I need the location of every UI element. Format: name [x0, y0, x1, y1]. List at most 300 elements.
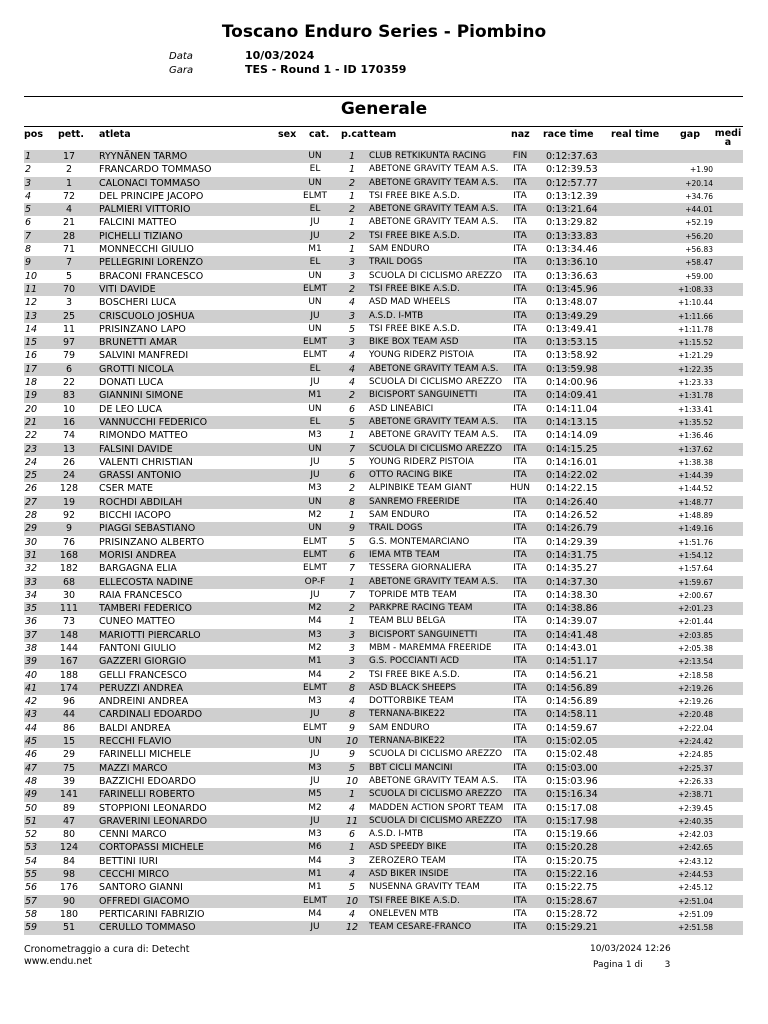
cell-athlete: CECCHI MIRCO — [99, 869, 170, 881]
cell-athlete: GRAVERINI LEONARDO — [99, 815, 208, 827]
cell-pcat: 5 — [348, 536, 356, 548]
cell-pcat: 2 — [348, 204, 356, 216]
cell-gap: +1:44.52 — [677, 484, 713, 494]
cell-cat: JU — [310, 217, 320, 228]
cell-naz: HUN — [509, 483, 531, 494]
cell-cat: M2 — [308, 510, 322, 521]
cell-race-time: 0:15:20.28 — [546, 842, 598, 854]
cell-cat: ELMT — [303, 283, 327, 294]
cell-race-time: 0:14:15.25 — [546, 443, 598, 455]
cell-bib: 1 — [65, 177, 73, 189]
cell-team: ABETONE GRAVITY TEAM A.S. — [369, 177, 499, 188]
cell-bib: 51 — [62, 922, 76, 934]
cell-pcat: 9 — [348, 749, 356, 761]
cell-athlete: CSER MATE — [99, 483, 154, 495]
cell-athlete: CARDINALI EDOARDO — [99, 709, 203, 721]
table-row — [24, 549, 743, 562]
cell-race-time: 0:12:57.77 — [546, 177, 598, 189]
cell-cat: M1 — [308, 882, 322, 893]
cell-pcat: 1 — [348, 842, 356, 854]
cell-pos: 17 — [25, 363, 38, 375]
cell-cat: JU — [310, 310, 320, 321]
cell-pos: 27 — [25, 496, 38, 508]
cell-naz: ITA — [513, 549, 527, 560]
top-divider — [24, 96, 743, 97]
cell-race-time: 0:14:00.96 — [546, 377, 598, 389]
cell-pos: 47 — [25, 762, 38, 774]
cell-bib: 4 — [65, 204, 73, 216]
cell-athlete: GROTTI NICOLA — [99, 363, 174, 375]
cell-team: MADDEN ACTION SPORT TEAM — [369, 802, 504, 813]
cell-race-time: 0:14:56.89 — [546, 682, 598, 694]
cell-pos: 15 — [25, 337, 38, 349]
cell-race-time: 0:13:49.41 — [546, 323, 598, 335]
cell-pos: 7 — [25, 230, 32, 242]
cell-team: TSI FREE BIKE A.S.D. — [369, 283, 460, 294]
cell-team: SCUOLA DI CICLISMO AREZZO — [369, 270, 503, 281]
cell-athlete: MARIOTTI PIERCARLO — [99, 629, 201, 641]
table-row — [24, 762, 743, 775]
cell-gap: +1:44.39 — [677, 471, 713, 481]
cell-bib: 30 — [62, 589, 76, 601]
cell-athlete: STOPPIONI LEONARDO — [99, 802, 207, 814]
cell-naz: ITA — [513, 908, 527, 919]
cell-cat: OP-F — [304, 576, 326, 587]
table-row — [24, 230, 743, 243]
cell-team: TSI FREE BIKE A.S.D. — [369, 323, 460, 334]
cell-team: SAM ENDURO — [369, 510, 430, 521]
cell-bib: 98 — [62, 869, 76, 881]
cell-race-time: 0:14:58.11 — [546, 709, 598, 721]
col-gap: gap — [680, 129, 701, 140]
cell-cat: ELMT — [303, 549, 327, 560]
cell-race-time: 0:14:38.86 — [546, 603, 598, 615]
cell-race-time: 0:14:29.39 — [546, 536, 598, 548]
cell-race-time: 0:15:22.75 — [546, 882, 598, 894]
table-row — [24, 775, 743, 788]
cell-team: BICISPORT SANGUINETTI — [369, 390, 478, 401]
cell-gap: +2:42.03 — [677, 830, 713, 840]
cell-athlete: VITI DAVIDE — [99, 283, 156, 295]
cell-team: SCUOLA DI CICLISMO AREZZO — [369, 443, 503, 454]
cell-cat: ELMT — [303, 722, 327, 733]
cell-bib: 7 — [65, 257, 73, 269]
cell-cat: M4 — [308, 908, 322, 919]
cell-athlete: FALSINI DAVIDE — [99, 443, 173, 455]
cell-naz: ITA — [513, 510, 527, 521]
cell-pcat: 2 — [348, 230, 356, 242]
cell-gap: +1:23.33 — [677, 378, 713, 388]
cell-pos: 26 — [25, 483, 38, 495]
section-title: Generale — [340, 99, 428, 119]
cell-pos: 48 — [25, 775, 38, 787]
cell-pcat: 1 — [348, 616, 356, 628]
cell-pos: 36 — [25, 616, 38, 628]
table-row — [24, 642, 743, 655]
cell-pcat: 5 — [348, 323, 356, 335]
cell-pos: 25 — [25, 470, 38, 482]
cell-team: A.S.D. I-MTB — [369, 310, 424, 321]
cell-athlete: PERTICARINI FABRIZIO — [99, 908, 205, 920]
cell-bib: 3 — [65, 297, 73, 309]
cell-team: DOTTORBIKE TEAM — [369, 696, 454, 707]
cell-bib: 182 — [59, 563, 79, 575]
cell-team: ABETONE GRAVITY TEAM A.S. — [369, 430, 499, 441]
cell-bib: 188 — [59, 669, 79, 681]
cell-athlete: GRASSI ANTONIO — [99, 470, 182, 482]
cell-race-time: 0:13:49.29 — [546, 310, 598, 322]
cell-gap: +2:42.65 — [677, 843, 713, 853]
cell-race-time: 0:13:59.98 — [546, 363, 598, 375]
cell-naz: ITA — [513, 244, 527, 255]
table-row — [24, 496, 743, 509]
cell-team: A.S.D. I-MTB — [369, 829, 424, 840]
cell-pcat: 1 — [348, 244, 356, 256]
cell-pcat: 10 — [345, 736, 359, 748]
cell-athlete: ELLECOSTA NADINE — [99, 576, 194, 588]
cell-naz: ITA — [513, 616, 527, 627]
cell-cat: JU — [310, 749, 320, 760]
cell-cat: JU — [310, 775, 320, 786]
cell-race-time: 0:15:17.08 — [546, 802, 598, 814]
cell-cat: UN — [308, 151, 322, 161]
cell-gap: +2:19.26 — [677, 697, 713, 707]
cell-pos: 14 — [25, 323, 38, 335]
cell-pos: 19 — [25, 390, 38, 402]
cell-bib: 16 — [62, 416, 76, 428]
cell-cat: M1 — [308, 390, 322, 401]
cell-pos: 56 — [25, 882, 38, 894]
cell-cat: M4 — [308, 855, 322, 866]
cell-naz: ITA — [513, 855, 527, 866]
cell-team: BIKE BOX TEAM ASD — [369, 337, 459, 348]
cell-naz: ITA — [513, 922, 527, 933]
cell-pcat: 6 — [348, 829, 356, 841]
cell-bib: 83 — [62, 390, 76, 402]
cell-bib: 70 — [62, 283, 76, 295]
cell-gap: +1:33.41 — [677, 404, 713, 414]
table-row — [24, 376, 743, 389]
cell-race-time: 0:14:14.09 — [546, 430, 598, 442]
cell-bib: 24 — [62, 470, 76, 482]
cell-team: ASD LINEABICI — [369, 403, 434, 414]
cell-athlete: MONNECCHI GIULIO — [99, 244, 194, 256]
cell-naz: ITA — [513, 629, 527, 640]
table-row — [24, 216, 743, 229]
cell-naz: ITA — [513, 642, 527, 653]
cell-race-time: 0:14:11.04 — [546, 403, 598, 415]
cell-team: ABETONE GRAVITY TEAM A.S. — [369, 204, 499, 215]
cell-gap: +2:40.35 — [677, 816, 713, 826]
cell-bib: 92 — [62, 510, 76, 522]
table-row — [24, 509, 743, 522]
table-row — [24, 841, 743, 854]
cell-race-time: 0:13:48.07 — [546, 297, 598, 309]
cell-cat: UN — [308, 443, 322, 454]
cell-pcat: 5 — [348, 882, 356, 894]
cell-pos: 42 — [25, 696, 38, 708]
cell-bib: 47 — [62, 815, 76, 827]
cell-athlete: CENNI MARCO — [99, 829, 167, 841]
cell-naz: ITA — [513, 762, 527, 773]
cell-team: ABETONE GRAVITY TEAM A.S. — [369, 416, 499, 427]
cell-naz: ITA — [513, 230, 527, 241]
cell-athlete: CUNEO MATTEO — [99, 616, 176, 628]
cell-bib: 128 — [59, 483, 79, 495]
cell-cat: M4 — [308, 669, 322, 680]
cell-gap: +52.19 — [685, 218, 713, 228]
cell-gap: +2:18.58 — [677, 670, 713, 680]
cell-naz: ITA — [513, 204, 527, 215]
cell-team: BICISPORT SANGUINETTI — [369, 629, 478, 640]
table-row — [24, 695, 743, 708]
cell-pcat: 5 — [348, 416, 356, 428]
cell-race-time: 0:14:59.67 — [546, 722, 598, 734]
cell-gap: +1.90 — [690, 165, 713, 175]
results-table — [24, 150, 743, 935]
cell-team: TEAM CESARE-FRANCO — [369, 922, 472, 933]
cell-team: TEAM BLU BELGA — [369, 616, 446, 627]
cell-gap: +2:19.26 — [677, 683, 713, 693]
cell-bib: 97 — [62, 337, 76, 349]
cell-pcat: 9 — [348, 523, 356, 535]
cell-race-time: 0:14:31.75 — [546, 549, 598, 561]
cell-pcat: 3 — [348, 257, 356, 269]
cell-bib: 148 — [59, 629, 79, 641]
cell-team: ZEROZERO TEAM — [369, 855, 446, 866]
site-link[interactable]: www.endu.net — [24, 956, 92, 967]
race-value: TES - Round 1 - ID 170359 — [245, 63, 407, 76]
cell-pos: 58 — [25, 908, 38, 920]
cell-cat: M2 — [308, 642, 322, 653]
cell-team: IEMA MTB TEAM — [369, 549, 440, 560]
cell-pcat: 1 — [348, 151, 356, 162]
cell-pos: 43 — [25, 709, 38, 721]
cell-athlete: GAZZERI GIORGIO — [99, 656, 187, 668]
cell-athlete: FALCINI MATTEO — [99, 217, 177, 229]
cell-team: TSI FREE BIKE A.S.D. — [369, 230, 460, 241]
cell-gap: +1:11.78 — [677, 324, 713, 334]
cell-pcat: 3 — [348, 337, 356, 349]
cell-pcat: 2 — [348, 283, 356, 295]
cell-pos: 45 — [25, 736, 38, 748]
cell-naz: ITA — [513, 350, 527, 361]
cell-race-time: 0:14:22.02 — [546, 470, 598, 482]
cell-naz: ITA — [513, 775, 527, 786]
cell-gap: +1:21.29 — [677, 351, 713, 361]
cell-pos: 59 — [25, 922, 38, 934]
cell-naz: ITA — [513, 496, 527, 507]
cell-gap: +2:38.71 — [677, 790, 713, 800]
table-row — [24, 602, 743, 615]
cell-cat: EL — [309, 363, 321, 374]
cell-bib: 167 — [59, 656, 79, 668]
cell-pcat: 5 — [348, 456, 356, 468]
cell-naz: ITA — [513, 297, 527, 308]
cell-gap: +1:31.78 — [677, 391, 713, 401]
cell-pos: 32 — [25, 563, 38, 575]
cell-race-time: 0:15:16.34 — [546, 789, 598, 801]
cell-gap: +1:51.76 — [677, 537, 713, 547]
table-row — [24, 615, 743, 628]
cell-cat: JU — [310, 589, 320, 600]
cell-pos: 41 — [25, 682, 38, 694]
cell-pcat: 1 — [348, 190, 356, 202]
cell-pcat: 5 — [348, 762, 356, 774]
cell-naz: ITA — [513, 270, 527, 281]
cell-race-time: 0:12:37.63 — [546, 151, 598, 162]
cell-race-time: 0:13:36.63 — [546, 270, 598, 282]
date-label: Data — [169, 51, 193, 62]
cell-race-time: 0:14:51.17 — [546, 656, 598, 668]
cell-cat: UN — [308, 736, 322, 747]
cell-pos: 5 — [25, 204, 32, 216]
table-row — [24, 855, 743, 868]
cell-cat: EL — [309, 416, 321, 427]
cell-pos: 33 — [25, 576, 38, 588]
cell-pos: 49 — [25, 789, 38, 801]
cell-pos: 37 — [25, 629, 38, 641]
cell-bib: 86 — [62, 722, 76, 734]
cell-race-time: 0:15:19.66 — [546, 829, 598, 841]
cell-pos: 44 — [25, 722, 38, 734]
cell-naz: ITA — [513, 456, 527, 467]
table-row — [24, 522, 743, 535]
cell-athlete: SALVINI MANFREDI — [99, 350, 189, 362]
cell-gap: +34.76 — [685, 191, 713, 201]
col-avg: medi a — [714, 128, 742, 148]
cell-bib: 11 — [62, 323, 76, 335]
table-row — [24, 868, 743, 881]
cell-bib: 17 — [62, 151, 76, 162]
cell-pcat: 7 — [348, 589, 356, 601]
cell-gap: +1:48.77 — [677, 497, 713, 507]
cell-gap: +1:54.12 — [677, 550, 713, 560]
cell-athlete: GIANNINI SIMONE — [99, 390, 184, 402]
cell-bib: 73 — [62, 616, 76, 628]
table-row — [24, 908, 743, 921]
cell-race-time: 0:14:43.01 — [546, 642, 598, 654]
page-label: Pagina 1 di — [593, 960, 643, 970]
cell-pos: 13 — [25, 310, 38, 322]
cell-naz: ITA — [513, 895, 527, 906]
table-row — [24, 270, 743, 283]
cell-team: ABETONE GRAVITY TEAM A.S. — [369, 164, 499, 175]
cell-naz: ITA — [513, 815, 527, 826]
col-cat: cat. — [309, 129, 330, 140]
cell-athlete: BRACONI FRANCESCO — [99, 270, 204, 282]
cell-gap: +2:44.53 — [677, 870, 713, 880]
cell-pos: 18 — [25, 377, 38, 389]
table-row — [24, 363, 743, 376]
cell-naz: ITA — [513, 390, 527, 401]
cell-cat: EL — [309, 164, 321, 175]
cell-team: CLUB RETKIKUNTA RACING — [369, 151, 487, 161]
table-row — [24, 629, 743, 642]
cell-pcat: 3 — [348, 855, 356, 867]
cell-pos: 38 — [25, 642, 38, 654]
cell-gap: +2:43.12 — [677, 856, 713, 866]
cell-pcat: 3 — [348, 642, 356, 654]
cell-pcat: 8 — [348, 709, 356, 721]
table-row — [24, 296, 743, 309]
cell-race-time: 0:13:45.96 — [546, 283, 598, 295]
cell-naz: ITA — [513, 443, 527, 454]
table-row — [24, 190, 743, 203]
cell-cat: M6 — [308, 842, 322, 853]
cell-naz: ITA — [513, 363, 527, 374]
cell-team: SAM ENDURO — [369, 722, 430, 733]
cell-gap: +2:01.23 — [677, 604, 713, 614]
cell-bib: 71 — [62, 244, 76, 256]
cell-race-time: 0:14:56.89 — [546, 696, 598, 708]
cell-race-time: 0:14:38.30 — [546, 589, 598, 601]
cell-cat: M3 — [308, 696, 322, 707]
cell-athlete: PALMIERI VITTORIO — [99, 204, 191, 216]
cell-naz: ITA — [513, 283, 527, 294]
cell-athlete: PERUZZI ANDREA — [99, 682, 183, 694]
cell-team: ASD BLACK SHEEPS — [369, 682, 457, 693]
cell-team: SCUOLA DI CICLISMO AREZZO — [369, 815, 503, 826]
cell-bib: 96 — [62, 696, 76, 708]
cell-naz: ITA — [513, 190, 527, 201]
table-row — [24, 177, 743, 190]
cell-gap: +2:51.58 — [677, 923, 713, 933]
cell-athlete: FRANCARDO TOMMASO — [99, 164, 212, 176]
cell-bib: 22 — [62, 377, 76, 389]
table-row — [24, 722, 743, 735]
cell-cat: M2 — [308, 603, 322, 614]
cell-team: TSI FREE BIKE A.S.D. — [369, 895, 460, 906]
cell-cat: EL — [309, 257, 321, 268]
cell-pos: 52 — [25, 829, 38, 841]
cell-team: BBT CICLI MANCINI — [369, 762, 453, 773]
cell-pcat: 8 — [348, 682, 356, 694]
cell-athlete: RAIA FRANCESCO — [99, 589, 183, 601]
cell-pos: 50 — [25, 802, 38, 814]
cell-pos: 39 — [25, 656, 38, 668]
cell-cat: M3 — [308, 762, 322, 773]
cell-athlete: VANNUCCHI FEDERICO — [99, 416, 208, 428]
cell-team: ABETONE GRAVITY TEAM A.S. — [369, 363, 499, 374]
cell-team: MBM - MAREMMA FREERIDE — [369, 642, 492, 653]
cell-pcat: 7 — [348, 443, 356, 455]
cell-naz: ITA — [513, 709, 527, 720]
table-row — [24, 283, 743, 296]
table-row — [24, 921, 743, 934]
cell-athlete: BALDI ANDREA — [99, 722, 171, 734]
cell-gap: +1:15.52 — [677, 338, 713, 348]
table-row — [24, 682, 743, 695]
cell-cat: ELMT — [303, 190, 327, 201]
cell-pcat: 6 — [348, 403, 356, 415]
cell-bib: 21 — [62, 217, 76, 229]
cell-athlete: DE LEO LUCA — [99, 403, 163, 415]
col-bib: pett. — [58, 129, 84, 140]
cell-bib: 174 — [59, 682, 79, 694]
page-total: 3 — [664, 960, 671, 970]
cell-cat: UN — [308, 496, 322, 507]
cell-pcat: 2 — [348, 483, 356, 495]
cell-pcat: 1 — [348, 510, 356, 522]
cell-pos: 31 — [25, 549, 38, 561]
cell-naz: ITA — [513, 749, 527, 760]
cell-pcat: 6 — [348, 549, 356, 561]
cell-athlete: BARGAGNA ELIA — [99, 563, 177, 575]
cell-cat: UN — [308, 177, 322, 188]
cell-gap: +20.14 — [685, 178, 713, 188]
cell-race-time: 0:15:17.98 — [546, 815, 598, 827]
